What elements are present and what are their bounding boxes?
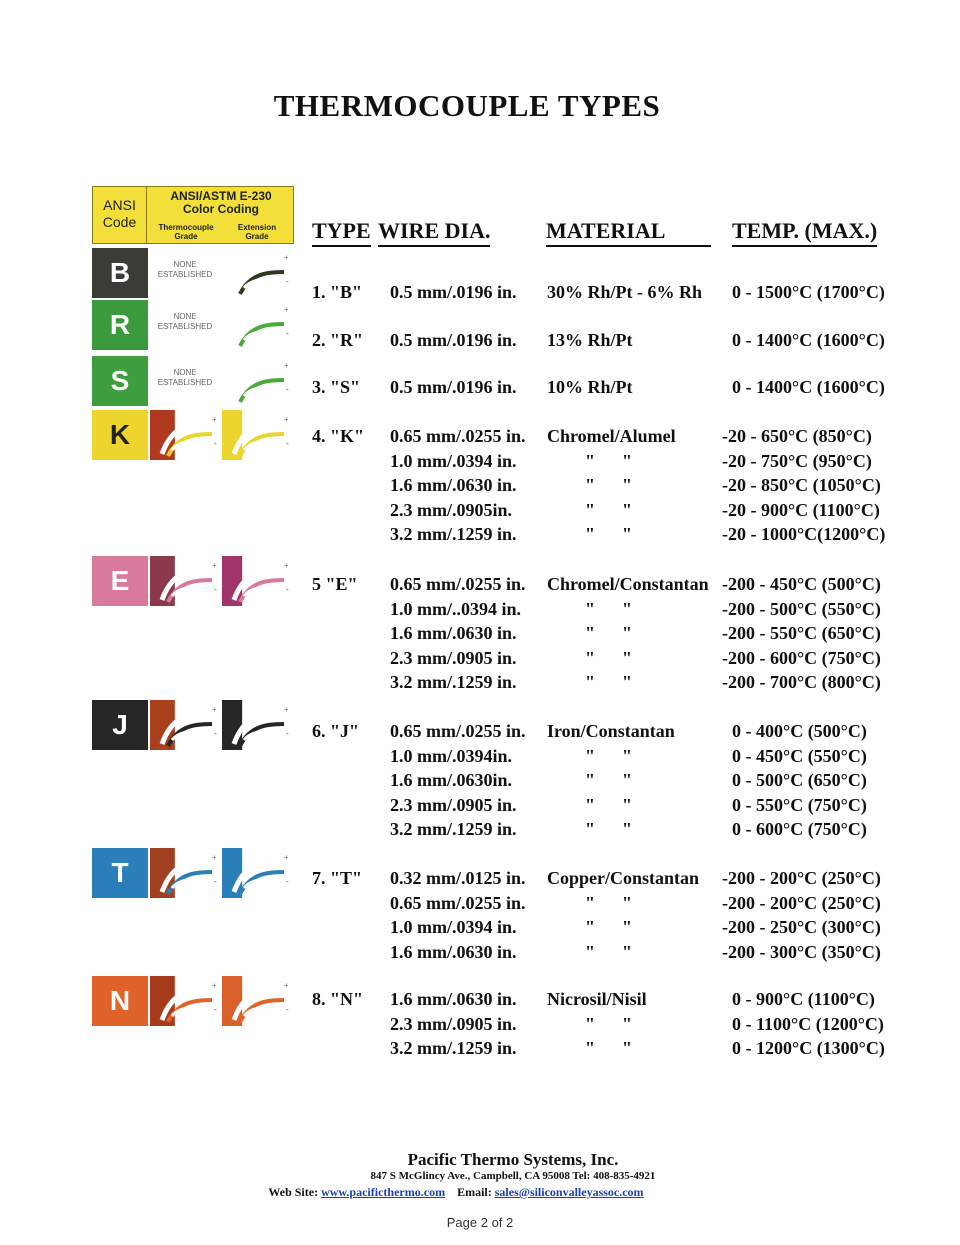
wire-diameter-cell: 0.32 mm/.0125 in.: [390, 868, 526, 888]
type-label: 1. "B": [312, 282, 362, 302]
thermocouple-grade-swatch: [150, 976, 220, 1026]
type-label: 6. "J": [312, 721, 359, 741]
wire-diameter-cell: 0.65 mm/.0255 in.: [390, 426, 526, 446]
footer-company: Pacific Thermo Systems, Inc.: [407, 1150, 619, 1169]
svg-text:+: +: [284, 305, 289, 314]
email-label: Email:: [457, 1185, 492, 1199]
footer-address: 847 S McGlincy Ave., Campbell, CA 95008 Tel: 408-835-4921: [370, 1170, 656, 1182]
type-label: 2. "R": [312, 330, 363, 350]
svg-text:-: -: [286, 329, 289, 338]
svg-text:-: -: [214, 1005, 217, 1014]
max-temperature-cell: -20 - 900°C (1100°C): [722, 499, 880, 520]
tc-grade-line2: Grade: [174, 232, 198, 241]
svg-text:+: +: [284, 361, 289, 370]
material-cell: 30% Rh/Pt - 6% Rh: [547, 282, 703, 302]
svg-text:-: -: [214, 877, 217, 886]
thermocouple-grade-swatch: [150, 700, 220, 750]
color-code-swatch-k: [92, 410, 288, 460]
extension-grade-swatch: [222, 356, 288, 406]
svg-text:+: +: [284, 561, 289, 570]
color-code-swatch-s: [92, 356, 288, 406]
color-code-swatch-j: [92, 700, 288, 750]
wire-diameter-cell: 1.6 mm/.0630 in.: [390, 623, 517, 644]
max-temperature-cell: -200 - 550°C (650°C): [722, 623, 881, 644]
none-established-line2: ESTABLISHED: [157, 270, 213, 279]
none-established-label: [150, 312, 220, 332]
type-label: 8. "N": [312, 989, 363, 1009]
thermocouple-grade-swatch: [150, 248, 220, 298]
material-cell: " ": [585, 499, 632, 520]
material-cell: " ": [585, 770, 632, 791]
wire-diameter-cell: 0.65 mm/.0255 in.: [390, 721, 526, 741]
wire-diameter-cell: 0.65 mm/.0255 in.: [390, 574, 526, 594]
column-header-wire-dia: WIRE DIA.: [378, 218, 490, 247]
none-established-label: [150, 260, 220, 280]
wire-diameter-cell: 2.3 mm/.0905 in.: [390, 1013, 517, 1034]
extension-grade-swatch: [222, 248, 288, 298]
max-temperature-cell: -200 - 500°C (550°C): [722, 598, 881, 619]
svg-text:-: -: [286, 277, 289, 286]
extension-grade-label: [223, 223, 291, 241]
ansi-code-cell: [92, 300, 148, 350]
max-temperature-cell: 0 - 1400°C (1600°C): [732, 377, 885, 397]
wire-diameter-cell: 1.0 mm/..0394 in.: [390, 598, 522, 619]
wire-diameter-cell: 3.2 mm/.1259 in.: [390, 524, 517, 545]
tc-grade-line1: Thermocouple: [158, 223, 214, 232]
svg-text:+: +: [284, 705, 289, 714]
svg-text:+: +: [212, 415, 217, 424]
material-cell: " ": [585, 1013, 632, 1034]
color-code-swatch-r: [92, 300, 288, 350]
thermocouple-grade-label: [151, 223, 221, 241]
svg-text:-: -: [214, 585, 217, 594]
code-label: Code: [102, 214, 137, 230]
svg-text:-: -: [286, 729, 289, 738]
ansi-code-cell: [92, 700, 148, 750]
material-cell: " ": [585, 917, 632, 938]
svg-text:+: +: [284, 415, 289, 424]
ansi-code-letter: S: [110, 365, 130, 396]
ansi-code-cell: [92, 848, 148, 898]
column-header-type: TYPE: [312, 218, 371, 247]
wire-diameter-cell: 2.3 mm/.0905 in.: [390, 794, 517, 815]
ansi-code-cell: [92, 976, 148, 1026]
max-temperature-cell: 0 - 550°C (750°C): [732, 794, 867, 815]
svg-text:-: -: [214, 729, 217, 738]
standard-name: ANSI/ASTM E-230: [170, 189, 272, 203]
type-label: 4. "K": [312, 426, 364, 446]
svg-text:+: +: [284, 253, 289, 262]
type-label: 5 "E": [312, 574, 358, 594]
svg-text:+: +: [284, 853, 289, 862]
footer-contact: [0, 1185, 912, 1200]
website-label: Web Site:: [268, 1185, 319, 1199]
none-established-label: [150, 368, 220, 388]
material-cell: Copper/Constantan: [547, 868, 700, 888]
ansi-code-letter: B: [109, 257, 131, 288]
max-temperature-cell: -200 - 700°C (800°C): [722, 672, 881, 693]
max-temperature-cell: 0 - 1500°C (1700°C): [732, 282, 885, 302]
max-temperature-cell: -20 - 1000°C(1200°C): [722, 524, 886, 545]
svg-text:+: +: [284, 981, 289, 990]
max-temperature-cell: -20 - 850°C (1050°C): [722, 475, 881, 496]
max-temperature-cell: 0 - 1400°C (1600°C): [732, 330, 885, 350]
none-established-line2: ESTABLISHED: [157, 378, 213, 387]
color-key-header: [92, 186, 294, 244]
max-temperature-cell: -200 - 300°C (350°C): [722, 941, 881, 962]
website-link[interactable]: www.pacificthermo.com: [321, 1185, 446, 1199]
thermocouple-grade-swatch: [150, 556, 220, 606]
ansi-code-letter: N: [109, 985, 131, 1016]
material-cell: 10% Rh/Pt: [547, 377, 633, 397]
max-temperature-cell: -200 - 600°C (750°C): [722, 647, 881, 668]
none-established-line1: NONE: [173, 260, 197, 269]
thermocouple-grade-swatch: [150, 410, 220, 460]
svg-text:+: +: [212, 705, 217, 714]
extension-grade-swatch: [222, 700, 288, 750]
ansi-code-cell: [92, 410, 148, 460]
max-temperature-cell: 0 - 1100°C (1200°C): [732, 1013, 884, 1034]
extension-grade-swatch: [222, 848, 288, 898]
ansi-code-cell: [92, 356, 148, 406]
material-cell: " ": [585, 794, 632, 815]
ansi-code-cell: [92, 556, 148, 606]
material-cell: " ": [585, 623, 632, 644]
wire-diameter-cell: 2.3 mm/.0905 in.: [390, 647, 517, 668]
ansi-code-letter: R: [109, 309, 131, 340]
wire-diameter-cell: 0.5 mm/.0196 in.: [390, 282, 517, 302]
type-label: 7. "T": [312, 868, 362, 888]
max-temperature-cell: 0 - 450°C (550°C): [732, 745, 867, 766]
color-code-swatch-b: [92, 248, 288, 298]
material-cell: " ": [585, 647, 632, 668]
email-link[interactable]: sales@siliconvalleyassoc.com: [494, 1185, 644, 1199]
max-temperature-cell: 0 - 1200°C (1300°C): [732, 1038, 885, 1059]
ext-grade-line2: Grade: [245, 232, 269, 241]
wire-diameter-cell: 3.2 mm/.1259 in.: [390, 672, 517, 693]
color-code-swatch-t: [92, 848, 288, 898]
svg-text:-: -: [286, 1005, 289, 1014]
thermocouple-grade-swatch: [150, 848, 220, 898]
wire-diameter-cell: 1.0 mm/.0394in.: [390, 745, 513, 766]
wire-diameter-cell: 0.65 mm/.0255 in.: [390, 892, 526, 913]
page-number: Page 2 of 2: [446, 1215, 514, 1230]
standard-subtitle: Color Coding: [183, 202, 259, 216]
max-temperature-cell: -20 - 750°C (950°C): [722, 450, 872, 471]
extension-grade-swatch: [222, 976, 288, 1026]
max-temperature-cell: -200 - 200°C (250°C): [722, 868, 881, 888]
max-temperature-cell: 0 - 500°C (650°C): [732, 770, 867, 791]
svg-text:-: -: [286, 877, 289, 886]
max-temperature-cell: -20 - 650°C (850°C): [722, 426, 872, 446]
color-standard-label: [149, 190, 293, 216]
extension-grade-swatch: [222, 300, 288, 350]
material-cell: Iron/Constantan: [547, 721, 675, 741]
max-temperature-cell: -200 - 200°C (250°C): [722, 892, 881, 913]
material-cell: " ": [585, 941, 632, 962]
wire-diameter-cell: 1.6 mm/.0630 in.: [390, 475, 517, 496]
ansi-label: ANSI: [103, 197, 136, 213]
thermocouple-grade-swatch: [150, 300, 220, 350]
svg-text:-: -: [286, 385, 289, 394]
wire-diameter-cell: 1.6 mm/.0630 in.: [390, 941, 517, 962]
page-title: THERMOCOUPLE TYPES: [273, 88, 661, 123]
material-cell: " ": [585, 450, 632, 471]
material-cell: " ": [585, 672, 632, 693]
max-temperature-cell: 0 - 900°C (1100°C): [732, 989, 875, 1009]
material-cell: 13% Rh/Pt: [547, 330, 633, 350]
max-temperature-cell: 0 - 600°C (750°C): [732, 819, 867, 840]
material-cell: " ": [585, 598, 632, 619]
svg-text:+: +: [212, 981, 217, 990]
svg-text:+: +: [212, 561, 217, 570]
svg-text:-: -: [286, 585, 289, 594]
column-header-material: MATERIAL: [546, 218, 711, 247]
ansi-code-letter: T: [111, 857, 129, 888]
wire-diameter-cell: 1.6 mm/.0630 in.: [390, 989, 517, 1009]
svg-text:-: -: [214, 439, 217, 448]
material-cell: " ": [585, 892, 632, 913]
wire-diameter-cell: 0.5 mm/.0196 in.: [390, 330, 517, 350]
material-cell: " ": [585, 1038, 632, 1059]
ansi-code-letter: K: [109, 419, 131, 450]
wire-diameter-cell: 2.3 mm/.0905in.: [390, 499, 513, 520]
ansi-code-letter: E: [110, 565, 130, 596]
column-header-temp-max: TEMP. (MAX.): [732, 218, 877, 247]
material-cell: " ": [585, 524, 632, 545]
thermocouple-grade-swatch: [150, 356, 220, 406]
ansi-code-cell: [92, 248, 148, 298]
wire-diameter-cell: 1.0 mm/.0394 in.: [390, 450, 517, 471]
wire-diameter-cell: 1.0 mm/.0394 in.: [390, 917, 517, 938]
ansi-code-letter: J: [112, 709, 128, 740]
wire-diameter-cell: 1.6 mm/.0630in.: [390, 770, 513, 791]
max-temperature-cell: 0 - 400°C (500°C): [732, 721, 867, 741]
material-cell: " ": [585, 475, 632, 496]
max-temperature-cell: -200 - 250°C (300°C): [722, 917, 881, 938]
color-code-swatch-e: [92, 556, 288, 606]
svg-text:+: +: [212, 853, 217, 862]
wire-diameter-cell: 3.2 mm/.1259 in.: [390, 819, 517, 840]
none-established-line1: NONE: [173, 312, 197, 321]
material-cell: " ": [585, 819, 632, 840]
ext-grade-line1: Extension: [237, 223, 277, 232]
wire-diameter-cell: 0.5 mm/.0196 in.: [390, 377, 517, 397]
material-cell: Chromel/Alumel: [547, 426, 676, 446]
max-temperature-cell: -200 - 450°C (500°C): [722, 574, 881, 594]
material-cell: Nicrosil/Nisil: [547, 989, 647, 1009]
none-established-line2: ESTABLISHED: [157, 322, 213, 331]
color-code-swatch-n: [92, 976, 288, 1026]
svg-text:-: -: [286, 439, 289, 448]
extension-grade-swatch: [222, 410, 288, 460]
extension-grade-swatch: [222, 556, 288, 606]
material-cell: " ": [585, 745, 632, 766]
material-cell: Chromel/Constantan: [547, 574, 709, 594]
none-established-line1: NONE: [173, 368, 197, 377]
wire-diameter-cell: 3.2 mm/.1259 in.: [390, 1038, 517, 1059]
ansi-code-label: [93, 187, 147, 243]
type-label: 3. "S": [312, 377, 360, 397]
